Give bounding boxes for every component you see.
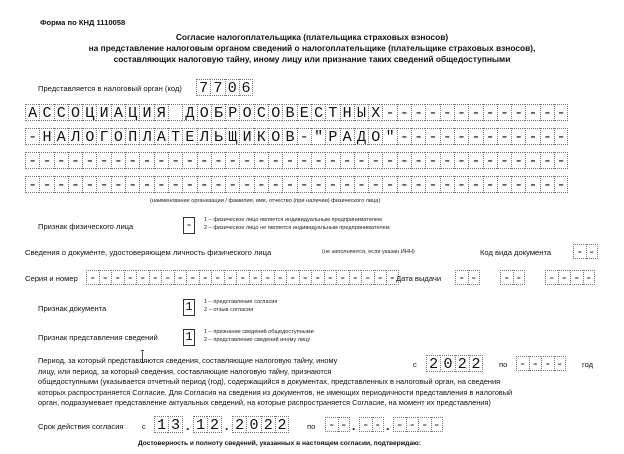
char-cell[interactable]: 6 [239,79,253,96]
form-title-line-1: Согласие налогоплательщика (плательщика страховых взносов) [175,32,449,42]
char-cell[interactable]: - [25,176,39,193]
char-cell[interactable]: - [368,176,382,193]
char-cell[interactable]: - [468,270,481,285]
char-cell[interactable]: - [513,270,526,285]
char-cell[interactable]: - [54,176,68,193]
form-title-line-3: составляющих налоговую тайну, иному лицу или признание таких сведений общедоступными [113,54,511,64]
char-cell[interactable]: " [382,128,396,145]
char-cell[interactable]: 7 [196,79,210,96]
char-cell[interactable]: 1 [154,416,168,433]
char-cell[interactable]: - [86,270,99,285]
char-cell[interactable]: - [136,270,149,285]
char-cell[interactable]: Л [139,128,153,145]
char-cell[interactable]: - [274,270,287,285]
char-cell[interactable]: - [124,270,137,285]
char-cell[interactable]: И [239,128,253,145]
char-cell[interactable]: - [236,270,249,285]
char-cell[interactable]: - [554,104,568,121]
char-cell[interactable]: - [297,152,311,169]
char-cell[interactable]: О [111,128,125,145]
char-cell[interactable]: С [39,104,53,121]
char-cell[interactable]: - [554,176,568,193]
char-cell[interactable]: - [540,176,554,193]
char-cell[interactable]: - [541,356,554,371]
char-cell[interactable]: - [297,176,311,193]
char-cell[interactable]: А [340,128,354,145]
char-cell[interactable]: - [406,417,419,432]
char-cell[interactable]: - [111,176,125,193]
char-cell[interactable]: - [361,270,374,285]
period-text-line-1: Период, за который представляются сведения, составляющие налоговую тайну, иному [38,356,338,365]
validity-to-year-field[interactable] [393,417,443,432]
char-cell[interactable]: - [540,152,554,169]
char-cell[interactable]: - [254,176,268,193]
period-text-line-4: которых распространяется Согласие. Для Согласия на сведения из документов, не имеющих периодичности представления в налоговый [38,387,513,397]
char-cell[interactable]: - [282,176,296,193]
char-cell[interactable]: - [168,152,182,169]
char-cell[interactable]: - [261,270,274,285]
char-cell[interactable]: - [440,176,454,193]
issue-year-field[interactable] [545,270,595,285]
char-cell[interactable]: - [340,152,354,169]
char-cell[interactable]: - [386,270,399,285]
char-cell[interactable]: - [154,176,168,193]
char-cell[interactable]: Е [297,104,311,121]
char-cell[interactable]: К [254,128,268,145]
char-cell[interactable]: - [174,270,187,285]
char-cell[interactable]: Л [68,128,82,145]
char-cell[interactable]: Ц [125,104,139,121]
char-cell[interactable]: - [54,152,68,169]
char-cell[interactable]: - [239,176,253,193]
char-cell[interactable]: 2 [232,416,246,433]
char-cell[interactable]: - [211,270,224,285]
char-cell[interactable]: - [25,152,39,169]
char-cell[interactable]: Щ [225,128,239,145]
issue-date-label: Дата выдачи [396,274,442,283]
document-sign-option-2: 2 – отзыв согласия [204,307,254,313]
char-cell[interactable]: - [354,152,368,169]
period-to-field[interactable] [516,356,566,371]
tax-authority-code-field[interactable] [196,79,253,96]
char-cell[interactable]: - [268,152,282,169]
char-cell[interactable]: О [239,104,253,121]
period-to-label: по [499,360,508,369]
char-cell[interactable]: - [483,152,497,169]
char-cell[interactable]: О [268,128,282,145]
char-cell[interactable]: - [525,128,539,145]
char-cell[interactable]: - [199,270,212,285]
char-cell[interactable]: - [525,104,539,121]
char-cell[interactable]: - [397,128,411,145]
char-cell[interactable]: - [324,270,337,285]
char-cell[interactable]: - [186,270,199,285]
char-cell[interactable]: - [393,417,406,432]
char-cell[interactable]: - [454,176,468,193]
char-cell[interactable]: Т [325,104,339,121]
char-cell[interactable]: С [54,104,68,121]
char-cell[interactable]: А [111,104,125,121]
char-cell[interactable]: - [511,104,525,121]
char-cell[interactable]: Х [368,104,382,121]
provision-sign-option-2: 2 – представление сведений иному лицу [204,337,311,343]
validity-from-year-field[interactable] [232,416,289,433]
char-cell[interactable]: - [558,270,571,285]
char-cell[interactable]: - [372,417,385,432]
document-sign-field[interactable]: 1 [183,299,195,316]
char-cell[interactable]: - [554,128,568,145]
char-cell[interactable]: - [516,356,529,371]
char-cell[interactable]: - [511,176,525,193]
char-cell[interactable]: - [586,244,599,259]
document-kind-label: Код вида документа [480,248,552,257]
char-cell[interactable]: - [545,270,558,285]
char-cell[interactable]: 0 [440,355,454,372]
char-cell[interactable]: С [254,104,268,121]
char-cell[interactable]: - [68,152,82,169]
char-cell[interactable]: - [111,152,125,169]
char-cell[interactable]: - [254,152,268,169]
char-cell[interactable]: - [397,176,411,193]
char-cell[interactable]: - [440,104,454,121]
char-cell[interactable]: А [54,128,68,145]
char-cell[interactable]: 0 [246,416,260,433]
char-cell[interactable]: - [197,152,211,169]
char-cell[interactable]: - [125,152,139,169]
char-cell[interactable]: В [282,128,296,145]
char-cell[interactable]: - [224,270,237,285]
char-cell[interactable]: - [583,270,596,285]
id-document-label: Сведения о документе, удостоверяющем личность физического лица [25,248,272,257]
char-cell[interactable]: - [411,104,425,121]
issue-month-field[interactable] [500,270,525,285]
char-cell[interactable]: - [197,176,211,193]
char-cell[interactable]: - [431,417,444,432]
document-sign-option-1: 1 – представление согласия [204,299,278,305]
validity-to-label: по [307,422,316,431]
char-cell[interactable]: 0 [225,79,239,96]
char-cell[interactable]: - [368,152,382,169]
char-cell[interactable]: - [225,176,239,193]
char-cell[interactable]: - [454,128,468,145]
char-cell[interactable]: - [168,176,182,193]
date-separator: . [352,419,356,433]
char-cell[interactable]: - [570,270,583,285]
char-cell[interactable]: - [96,152,110,169]
char-cell[interactable]: - [483,104,497,121]
id-document-note: (не заполняются, если указан ИНН) [322,249,415,255]
char-cell[interactable]: Д [182,104,196,121]
individual-sign-field[interactable]: - [183,217,195,234]
char-cell[interactable]: - [573,244,586,259]
individual-sign-label: Признак физического лица [38,222,134,231]
char-cell[interactable]: - [99,270,112,285]
char-cell[interactable]: - [336,270,349,285]
char-cell[interactable]: И [139,104,153,121]
char-cell[interactable]: - [311,270,324,285]
char-cell[interactable]: - [483,128,497,145]
char-cell[interactable]: А [25,104,39,121]
validity-from-month-field[interactable] [193,416,222,433]
char-cell[interactable] [168,104,182,121]
org-name-row-3[interactable] [25,152,568,169]
char-cell[interactable]: - [225,152,239,169]
char-cell[interactable]: О [197,104,211,121]
char-cell[interactable]: - [411,176,425,193]
series-number-field[interactable] [86,270,399,285]
char-cell[interactable]: 1 [193,416,207,433]
period-text-line-2: лицу, или период, за который сведения, составляющие налоговую тайну, признаются [38,366,332,376]
char-cell[interactable]: - [25,128,39,145]
char-cell[interactable]: - [382,152,396,169]
validity-from-label: с [142,422,146,431]
char-cell[interactable]: - [497,104,511,121]
text-cursor-icon [141,350,144,363]
char-cell[interactable]: - [440,128,454,145]
char-cell[interactable]: Д [354,128,368,145]
char-cell[interactable]: - [338,417,351,432]
char-cell[interactable]: - [111,270,124,285]
individual-sign-option-1: 1 – физическое лицо является индивидуальным предпринимателем [204,217,382,223]
char-cell[interactable]: О [68,104,82,121]
period-from-field[interactable] [426,355,483,372]
char-cell[interactable]: Л [197,128,211,145]
char-cell[interactable]: - [249,270,262,285]
char-cell[interactable]: - [511,152,525,169]
validity-to-day-field[interactable] [325,417,350,432]
char-cell[interactable]: - [411,152,425,169]
char-cell[interactable]: Т [168,128,182,145]
char-cell[interactable]: - [299,270,312,285]
char-cell[interactable]: - [161,270,174,285]
provision-sign-label: Признак представления сведений [38,333,158,342]
char-cell[interactable]: - [425,104,439,121]
char-cell[interactable]: - [239,152,253,169]
char-cell[interactable]: - [39,176,53,193]
char-cell[interactable]: - [182,176,196,193]
char-cell[interactable]: - [349,270,362,285]
char-cell[interactable]: Г [96,128,110,145]
char-cell[interactable]: - [454,104,468,121]
char-cell[interactable]: - [325,176,339,193]
validity-from-day-field[interactable] [154,416,183,433]
char-cell[interactable]: - [154,152,168,169]
char-cell[interactable]: Ы [354,104,368,121]
char-cell[interactable]: - [182,152,196,169]
char-cell[interactable]: - [455,270,468,285]
char-cell[interactable]: - [497,152,511,169]
char-cell[interactable]: - [468,176,482,193]
char-cell[interactable]: 2 [275,416,289,433]
char-cell[interactable]: - [500,270,513,285]
date-separator: . [186,419,190,433]
char-cell[interactable]: Б [211,104,225,121]
provision-sign-field[interactable]: 1 [183,329,195,346]
document-sign-label: Признак документа [38,304,107,313]
char-cell[interactable]: 2 [426,355,440,372]
char-cell[interactable]: Н [39,128,53,145]
char-cell[interactable]: - [82,152,96,169]
char-cell[interactable]: - [425,176,439,193]
date-separator: . [386,419,390,433]
char-cell[interactable]: 7 [210,79,224,96]
tax-authority-label: Представляется в налоговый орган (код) [38,84,182,93]
char-cell[interactable]: Ь [211,128,225,145]
period-text-line-5: орган, подразумевает представление актуальных сведений, на которые распространяется Согласие, на момент их представления) [38,398,491,407]
char-cell[interactable]: 2 [469,355,483,372]
char-cell[interactable]: - [425,128,439,145]
char-cell[interactable]: - [418,417,431,432]
date-separator: . [225,419,229,433]
char-cell[interactable]: 2 [207,416,221,433]
char-cell[interactable]: - [374,270,387,285]
form-title-line-2: на представление налоговым органом сведений о налогоплательщике (плательщике страховых взносов), [88,43,536,53]
char-cell[interactable]: - [325,152,339,169]
document-kind-field[interactable] [573,244,598,259]
validity-to-month-field[interactable] [359,417,384,432]
char-cell[interactable]: - [359,417,372,432]
char-cell[interactable]: Р [325,128,339,145]
char-cell[interactable]: - [497,176,511,193]
char-cell[interactable]: - [440,152,454,169]
char-cell[interactable]: - [125,176,139,193]
char-cell[interactable]: О [82,128,96,145]
char-cell[interactable]: - [211,176,225,193]
footer-confirmation: Достоверность и полноту сведений, указанных в настоящем согласии, подтверждаю: [138,440,421,447]
char-cell[interactable]: - [149,270,162,285]
char-cell[interactable]: - [268,176,282,193]
char-cell[interactable]: - [382,104,396,121]
char-cell[interactable]: - [325,417,338,432]
char-cell[interactable]: - [286,270,299,285]
char-cell[interactable]: - [554,152,568,169]
form-code: Форма по КНД 1110058 [40,18,126,27]
period-year-label: год [582,360,594,369]
individual-sign-option-2: 2 – физическое лицо не является индивидуальным предпринимателем [204,225,390,231]
org-name-row-4[interactable] [25,176,568,193]
provision-sign-option-1: 1 – признание сведений общедоступными [204,329,314,335]
char-cell[interactable]: - [483,176,497,193]
org-name-row-1[interactable] [25,104,568,121]
char-cell[interactable]: - [297,128,311,145]
char-cell[interactable]: " [311,128,325,145]
series-number-label: Серия и номер [25,274,78,283]
char-cell[interactable]: - [540,104,554,121]
char-cell[interactable]: - [468,104,482,121]
char-cell[interactable]: А [154,128,168,145]
char-cell[interactable]: - [411,128,425,145]
char-cell[interactable]: - [454,152,468,169]
char-cell[interactable]: Ц [82,104,96,121]
char-cell[interactable]: - [82,176,96,193]
char-cell[interactable]: И [96,104,110,121]
char-cell[interactable]: - [529,356,542,371]
char-cell[interactable]: - [340,176,354,193]
char-cell[interactable]: - [382,176,396,193]
char-cell[interactable]: - [139,152,153,169]
char-cell[interactable]: Е [182,128,196,145]
validity-label: Срок действия согласия [38,422,124,431]
char-cell[interactable]: - [468,152,482,169]
period-text-line-3: общедоступными (указывается отчетный период (год), содержащийся в документах, представленных в налоговый орган, на сведения [38,377,501,386]
char-cell[interactable]: - [311,152,325,169]
char-cell[interactable]: 2 [261,416,275,433]
char-cell[interactable]: - [354,176,368,193]
char-cell[interactable]: - [525,176,539,193]
char-cell[interactable]: Н [340,104,354,121]
char-cell[interactable]: - [211,152,225,169]
char-cell[interactable]: - [468,128,482,145]
char-cell[interactable]: - [139,176,153,193]
char-cell[interactable]: О [268,104,282,121]
char-cell[interactable]: - [425,152,439,169]
char-cell[interactable]: - [282,152,296,169]
char-cell[interactable]: О [368,128,382,145]
char-cell[interactable]: 3 [168,416,182,433]
char-cell[interactable]: Я [154,104,168,121]
period-from-label: с [413,360,417,369]
org-name-caption: (наименование организации / фамилия, имя, отчество (при наличии) физического лица) [150,198,381,204]
char-cell[interactable]: В [282,104,296,121]
char-cell[interactable]: - [540,128,554,145]
char-cell[interactable]: Р [225,104,239,121]
char-cell[interactable]: - [525,152,539,169]
char-cell[interactable]: 2 [455,355,469,372]
char-cell[interactable]: - [554,356,567,371]
char-cell[interactable]: - [68,176,82,193]
char-cell[interactable]: - [511,128,525,145]
char-cell[interactable]: - [311,176,325,193]
char-cell[interactable]: - [497,128,511,145]
char-cell[interactable]: - [96,176,110,193]
issue-day-field[interactable] [455,270,480,285]
char-cell[interactable]: - [397,152,411,169]
char-cell[interactable]: - [397,104,411,121]
org-name-row-2[interactable] [25,128,568,145]
char-cell[interactable]: - [39,152,53,169]
char-cell[interactable]: П [125,128,139,145]
char-cell[interactable]: С [311,104,325,121]
